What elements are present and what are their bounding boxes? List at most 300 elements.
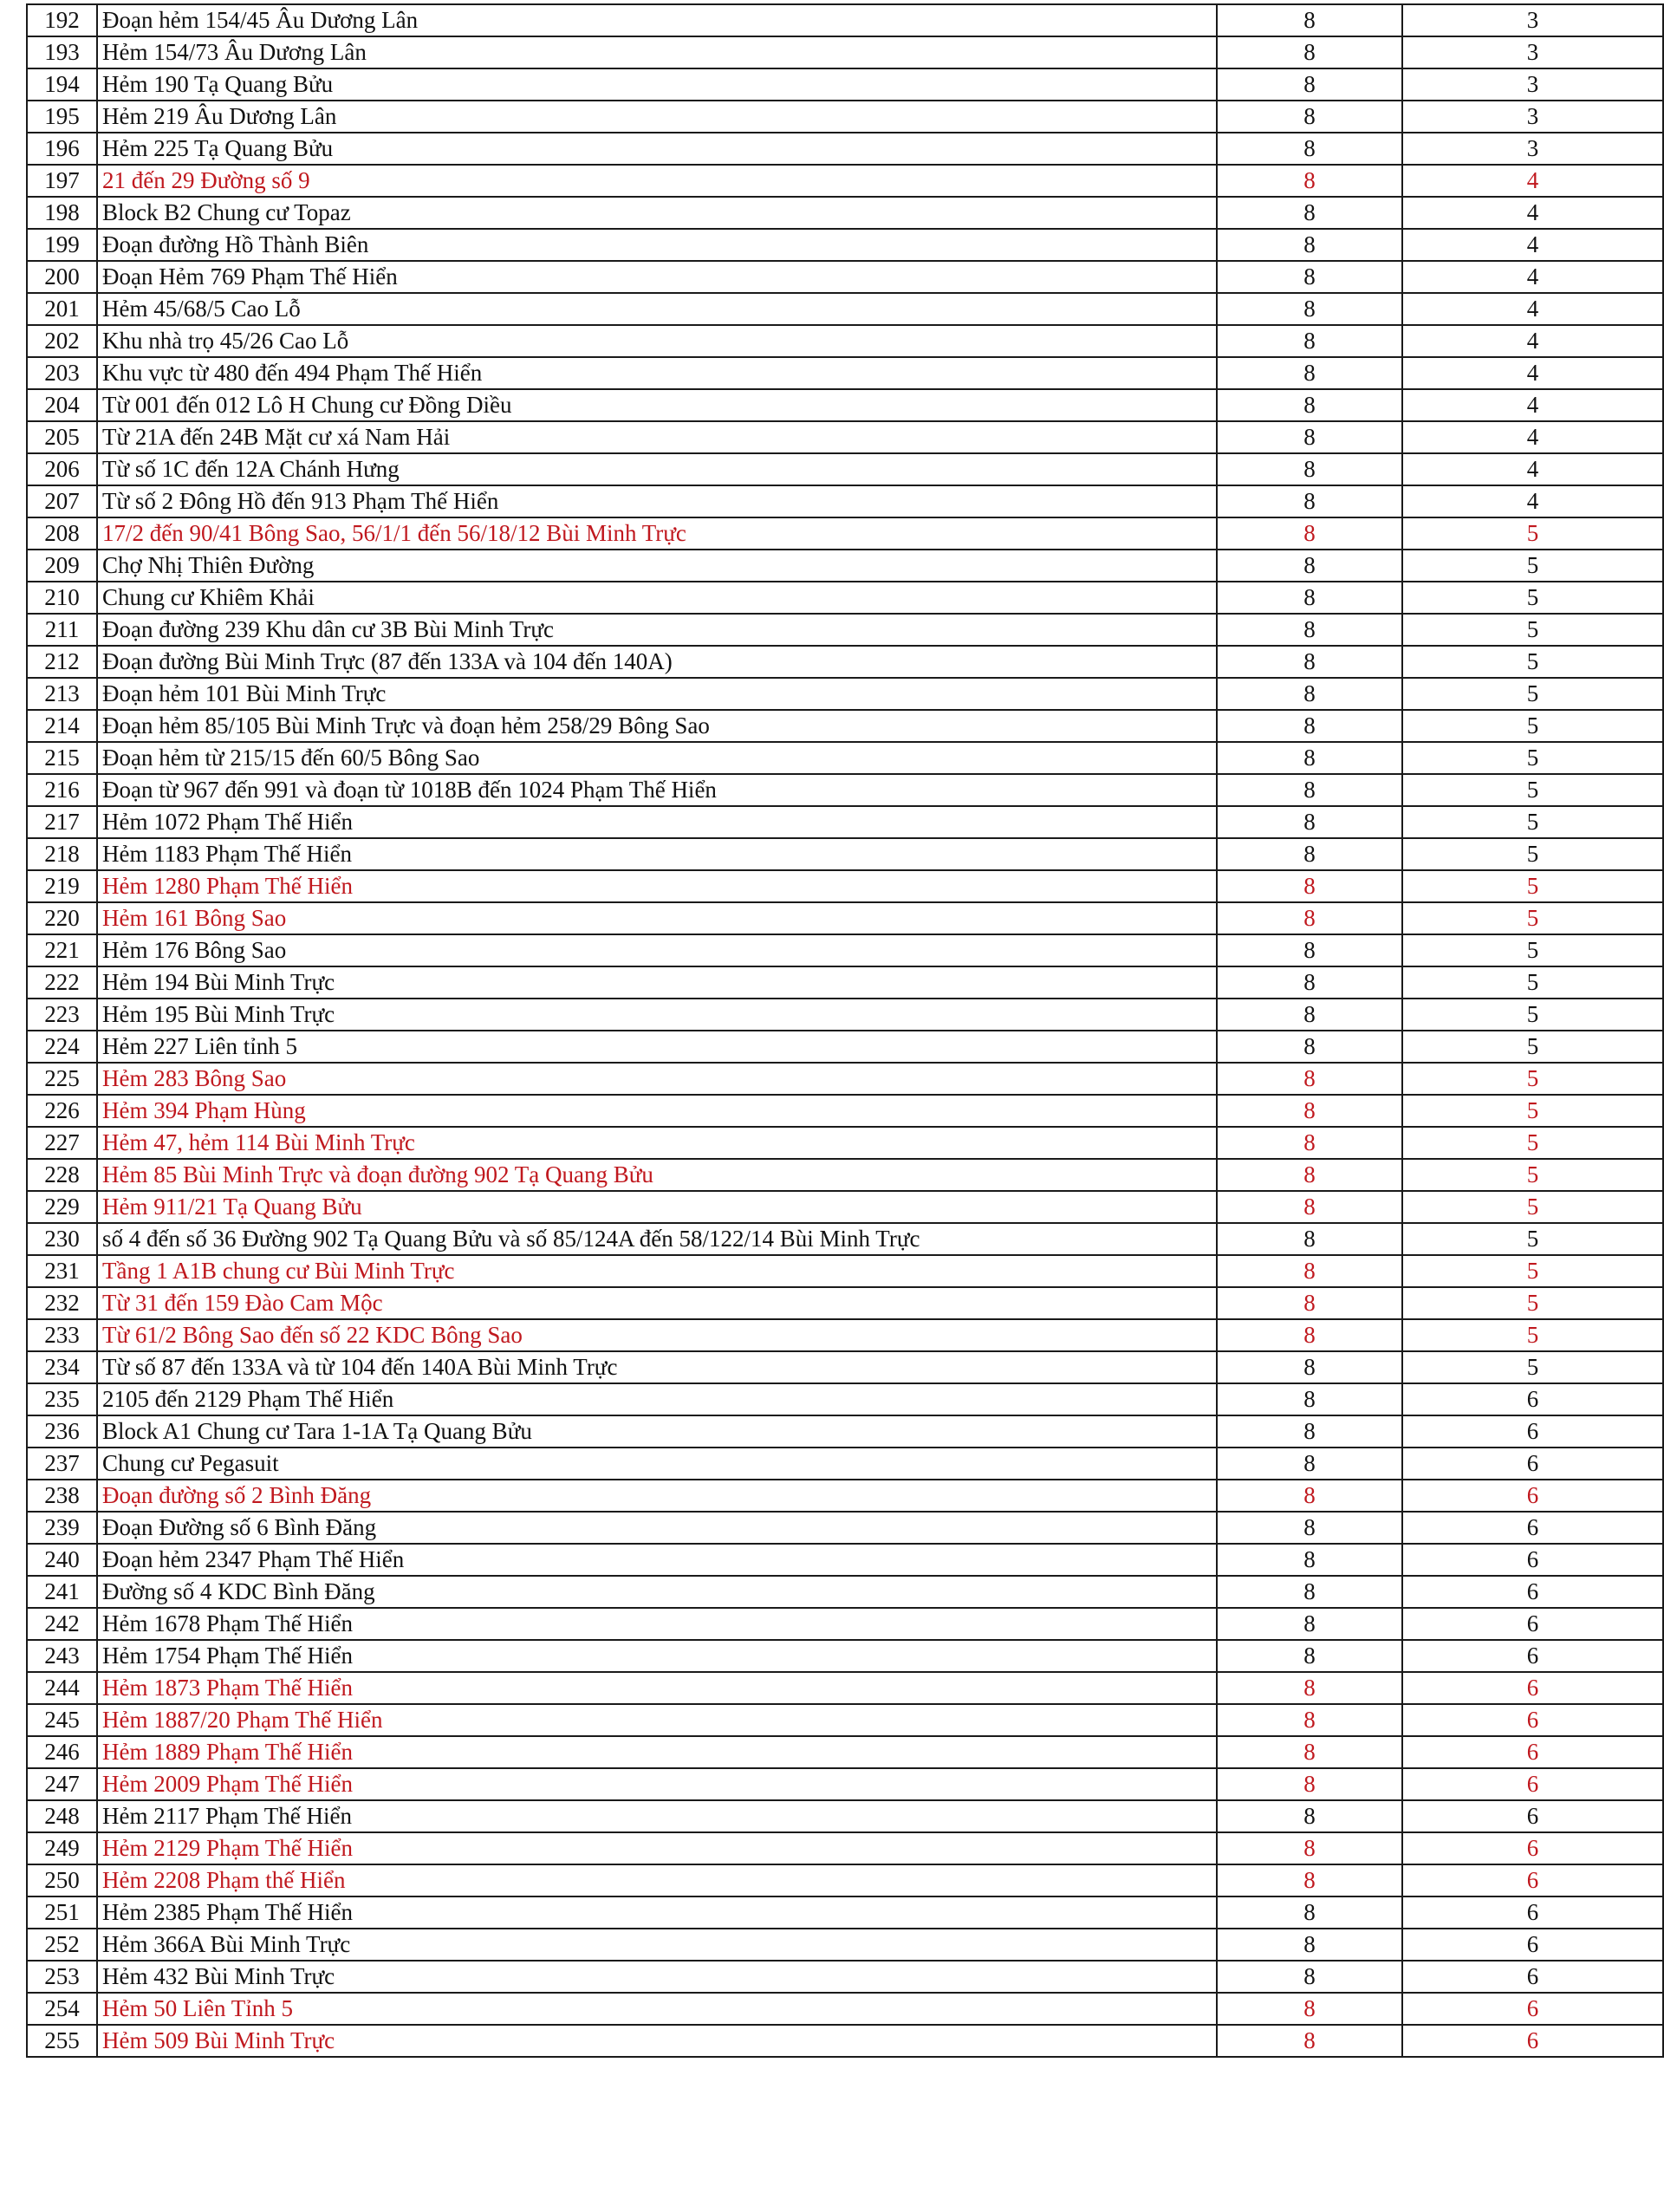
value-a-cell: 8 bbox=[1217, 197, 1402, 229]
value-b-cell: 5 bbox=[1402, 1351, 1663, 1383]
table-row bbox=[27, 1159, 1663, 1191]
location-name-cell: Hẻm 225 Tạ Quang Bửu bbox=[97, 133, 1217, 165]
table-row bbox=[27, 870, 1663, 902]
value-b-cell: 5 bbox=[1402, 902, 1663, 934]
value-b-cell: 3 bbox=[1402, 36, 1663, 68]
value-a-cell: 8 bbox=[1217, 357, 1402, 389]
table-row bbox=[27, 1127, 1663, 1159]
row-number-cell: 213 bbox=[27, 678, 97, 710]
table-row bbox=[27, 197, 1663, 229]
table-row bbox=[27, 1800, 1663, 1832]
value-b-cell: 6 bbox=[1402, 1736, 1663, 1768]
value-a-cell: 8 bbox=[1217, 1896, 1402, 1929]
location-name-cell: Hẻm 2117 Phạm Thế Hiển bbox=[97, 1800, 1217, 1832]
row-number-cell: 246 bbox=[27, 1736, 97, 1768]
table-row bbox=[27, 421, 1663, 453]
value-a-cell: 8 bbox=[1217, 1351, 1402, 1383]
table-row bbox=[27, 582, 1663, 614]
value-a-cell: 8 bbox=[1217, 261, 1402, 293]
table-row bbox=[27, 710, 1663, 742]
row-number-cell: 210 bbox=[27, 582, 97, 614]
value-a-cell: 8 bbox=[1217, 870, 1402, 902]
row-number-cell: 243 bbox=[27, 1640, 97, 1672]
row-number-cell: 192 bbox=[27, 4, 97, 36]
table-row bbox=[27, 1608, 1663, 1640]
table-row bbox=[27, 1993, 1663, 2025]
location-name-cell: Hẻm 161 Bông Sao bbox=[97, 902, 1217, 934]
value-a-cell: 8 bbox=[1217, 485, 1402, 517]
value-b-cell: 3 bbox=[1402, 133, 1663, 165]
value-b-cell: 5 bbox=[1402, 1223, 1663, 1255]
row-number-cell: 199 bbox=[27, 229, 97, 261]
value-a-cell: 8 bbox=[1217, 1127, 1402, 1159]
value-a-cell: 8 bbox=[1217, 1191, 1402, 1223]
value-b-cell: 6 bbox=[1402, 1800, 1663, 1832]
table-row bbox=[27, 838, 1663, 870]
value-b-cell: 5 bbox=[1402, 999, 1663, 1031]
table-row bbox=[27, 999, 1663, 1031]
value-a-cell: 8 bbox=[1217, 1640, 1402, 1672]
value-a-cell: 8 bbox=[1217, 1864, 1402, 1896]
value-b-cell: 5 bbox=[1402, 806, 1663, 838]
value-b-cell: 6 bbox=[1402, 1544, 1663, 1576]
value-b-cell: 5 bbox=[1402, 1127, 1663, 1159]
value-b-cell: 4 bbox=[1402, 421, 1663, 453]
value-b-cell: 5 bbox=[1402, 646, 1663, 678]
value-b-cell: 5 bbox=[1402, 1031, 1663, 1063]
value-b-cell: 4 bbox=[1402, 165, 1663, 197]
table-row bbox=[27, 1864, 1663, 1896]
row-number-cell: 250 bbox=[27, 1864, 97, 1896]
value-b-cell: 5 bbox=[1402, 678, 1663, 710]
value-a-cell: 8 bbox=[1217, 1768, 1402, 1800]
value-a-cell: 8 bbox=[1217, 1383, 1402, 1415]
value-a-cell: 8 bbox=[1217, 1576, 1402, 1608]
row-number-cell: 201 bbox=[27, 293, 97, 325]
row-number-cell: 206 bbox=[27, 453, 97, 485]
value-a-cell: 8 bbox=[1217, 1961, 1402, 1993]
location-name-cell: Block A1 Chung cư Tara 1-1A Tạ Quang Bửu bbox=[97, 1415, 1217, 1448]
value-b-cell: 6 bbox=[1402, 1832, 1663, 1864]
table-row bbox=[27, 36, 1663, 68]
row-number-cell: 232 bbox=[27, 1287, 97, 1319]
location-name-cell: Tầng 1 A1B chung cư Bùi Minh Trực bbox=[97, 1255, 1217, 1287]
value-b-cell: 6 bbox=[1402, 1448, 1663, 1480]
value-a-cell: 8 bbox=[1217, 1480, 1402, 1512]
row-number-cell: 255 bbox=[27, 2025, 97, 2057]
value-a-cell: 8 bbox=[1217, 1544, 1402, 1576]
value-b-cell: 6 bbox=[1402, 1415, 1663, 1448]
value-a-cell: 8 bbox=[1217, 614, 1402, 646]
location-name-cell: Đoạn hẻm 101 Bùi Minh Trực bbox=[97, 678, 1217, 710]
table-row bbox=[27, 1929, 1663, 1961]
table-row bbox=[27, 1095, 1663, 1127]
value-b-cell: 4 bbox=[1402, 197, 1663, 229]
row-number-cell: 226 bbox=[27, 1095, 97, 1127]
location-name-cell: Đoạn hẻm 154/45 Âu Dương Lân bbox=[97, 4, 1217, 36]
value-a-cell: 8 bbox=[1217, 550, 1402, 582]
table-row bbox=[27, 68, 1663, 101]
value-a-cell: 8 bbox=[1217, 902, 1402, 934]
location-name-cell: Hẻm 45/68/5 Cao Lỗ bbox=[97, 293, 1217, 325]
value-b-cell: 5 bbox=[1402, 1255, 1663, 1287]
value-b-cell: 5 bbox=[1402, 1095, 1663, 1127]
value-b-cell: 6 bbox=[1402, 1640, 1663, 1672]
table-row bbox=[27, 806, 1663, 838]
location-name-cell: Đoạn đường số 2 Bình Đăng bbox=[97, 1480, 1217, 1512]
value-a-cell: 8 bbox=[1217, 293, 1402, 325]
table-row bbox=[27, 1704, 1663, 1736]
value-a-cell: 8 bbox=[1217, 517, 1402, 550]
location-name-cell: Đoạn hẻm 2347 Phạm Thế Hiển bbox=[97, 1544, 1217, 1576]
value-b-cell: 6 bbox=[1402, 1576, 1663, 1608]
location-name-cell: Từ số 1C đến 12A Chánh Hưng bbox=[97, 453, 1217, 485]
row-number-cell: 208 bbox=[27, 517, 97, 550]
value-a-cell: 8 bbox=[1217, 1800, 1402, 1832]
table-row bbox=[27, 1832, 1663, 1864]
row-number-cell: 224 bbox=[27, 1031, 97, 1063]
location-name-cell: Đoạn hẻm 85/105 Bùi Minh Trực và đoạn hẻm 258/29 Bông Sao bbox=[97, 710, 1217, 742]
location-name-cell: 21 đến 29 Đường số 9 bbox=[97, 165, 1217, 197]
table-row bbox=[27, 1223, 1663, 1255]
table-row bbox=[27, 742, 1663, 774]
location-name-cell: Hẻm 366A Bùi Minh Trực bbox=[97, 1929, 1217, 1961]
table-row bbox=[27, 1544, 1663, 1576]
row-number-cell: 200 bbox=[27, 261, 97, 293]
table-row bbox=[27, 2025, 1663, 2057]
location-name-cell: Khu nhà trọ 45/26 Cao Lỗ bbox=[97, 325, 1217, 357]
value-a-cell: 8 bbox=[1217, 1223, 1402, 1255]
value-a-cell: 8 bbox=[1217, 678, 1402, 710]
location-name-cell: Hẻm 2129 Phạm Thế Hiển bbox=[97, 1832, 1217, 1864]
row-number-cell: 241 bbox=[27, 1576, 97, 1608]
table-row bbox=[27, 485, 1663, 517]
value-a-cell: 8 bbox=[1217, 1031, 1402, 1063]
value-a-cell: 8 bbox=[1217, 999, 1402, 1031]
value-a-cell: 8 bbox=[1217, 1287, 1402, 1319]
value-b-cell: 5 bbox=[1402, 1191, 1663, 1223]
location-name-cell: 17/2 đến 90/41 Bông Sao, 56/1/1 đến 56/18/12 Bùi Minh Trực bbox=[97, 517, 1217, 550]
value-b-cell: 5 bbox=[1402, 870, 1663, 902]
value-b-cell: 4 bbox=[1402, 357, 1663, 389]
location-name-cell: Hẻm 47, hẻm 114 Bùi Minh Trực bbox=[97, 1127, 1217, 1159]
value-a-cell: 8 bbox=[1217, 1159, 1402, 1191]
value-b-cell: 5 bbox=[1402, 1287, 1663, 1319]
value-b-cell: 4 bbox=[1402, 389, 1663, 421]
row-number-cell: 245 bbox=[27, 1704, 97, 1736]
value-a-cell: 8 bbox=[1217, 2025, 1402, 2057]
value-b-cell: 6 bbox=[1402, 1896, 1663, 1929]
row-number-cell: 236 bbox=[27, 1415, 97, 1448]
value-a-cell: 8 bbox=[1217, 1736, 1402, 1768]
value-a-cell: 8 bbox=[1217, 36, 1402, 68]
location-name-cell: Hẻm 2208 Phạm thế Hiển bbox=[97, 1864, 1217, 1896]
table-row bbox=[27, 1576, 1663, 1608]
value-a-cell: 8 bbox=[1217, 774, 1402, 806]
value-b-cell: 4 bbox=[1402, 293, 1663, 325]
row-number-cell: 238 bbox=[27, 1480, 97, 1512]
value-b-cell: 4 bbox=[1402, 325, 1663, 357]
table-row bbox=[27, 550, 1663, 582]
value-b-cell: 5 bbox=[1402, 934, 1663, 966]
value-b-cell: 6 bbox=[1402, 1704, 1663, 1736]
location-name-cell: Hẻm 509 Bùi Minh Trực bbox=[97, 2025, 1217, 2057]
row-number-cell: 227 bbox=[27, 1127, 97, 1159]
row-number-cell: 212 bbox=[27, 646, 97, 678]
value-a-cell: 8 bbox=[1217, 1415, 1402, 1448]
location-name-cell: Hẻm 227 Liên tỉnh 5 bbox=[97, 1031, 1217, 1063]
row-number-cell: 235 bbox=[27, 1383, 97, 1415]
value-a-cell: 8 bbox=[1217, 421, 1402, 453]
value-a-cell: 8 bbox=[1217, 934, 1402, 966]
location-name-cell: Khu vực từ 480 đến 494 Phạm Thế Hiển bbox=[97, 357, 1217, 389]
row-number-cell: 214 bbox=[27, 710, 97, 742]
location-name-cell: Hẻm 154/73 Âu Dương Lân bbox=[97, 36, 1217, 68]
table-row bbox=[27, 453, 1663, 485]
table-row bbox=[27, 389, 1663, 421]
table-row bbox=[27, 1031, 1663, 1063]
row-number-cell: 233 bbox=[27, 1319, 97, 1351]
row-number-cell: 205 bbox=[27, 421, 97, 453]
row-number-cell: 229 bbox=[27, 1191, 97, 1223]
value-a-cell: 8 bbox=[1217, 582, 1402, 614]
table-row bbox=[27, 165, 1663, 197]
location-name-cell: Hẻm 176 Bông Sao bbox=[97, 934, 1217, 966]
location-name-cell: Hẻm 911/21 Tạ Quang Bửu bbox=[97, 1191, 1217, 1223]
value-a-cell: 8 bbox=[1217, 389, 1402, 421]
table-row bbox=[27, 293, 1663, 325]
location-name-cell: Chợ Nhị Thiên Đường bbox=[97, 550, 1217, 582]
table-row bbox=[27, 1255, 1663, 1287]
value-a-cell: 8 bbox=[1217, 742, 1402, 774]
row-number-cell: 217 bbox=[27, 806, 97, 838]
row-number-cell: 220 bbox=[27, 902, 97, 934]
location-name-cell: Chung cư Pegasuit bbox=[97, 1448, 1217, 1480]
location-name-cell: Hẻm 1889 Phạm Thế Hiển bbox=[97, 1736, 1217, 1768]
row-number-cell: 215 bbox=[27, 742, 97, 774]
row-number-cell: 228 bbox=[27, 1159, 97, 1191]
row-number-cell: 242 bbox=[27, 1608, 97, 1640]
value-a-cell: 8 bbox=[1217, 806, 1402, 838]
row-number-cell: 218 bbox=[27, 838, 97, 870]
table-body bbox=[27, 4, 1663, 2057]
row-number-cell: 204 bbox=[27, 389, 97, 421]
table-row bbox=[27, 646, 1663, 678]
value-a-cell: 8 bbox=[1217, 1704, 1402, 1736]
row-number-cell: 202 bbox=[27, 325, 97, 357]
location-name-cell: Từ số 2 Đông Hồ đến 913 Phạm Thế Hiển bbox=[97, 485, 1217, 517]
row-number-cell: 231 bbox=[27, 1255, 97, 1287]
value-a-cell: 8 bbox=[1217, 1095, 1402, 1127]
value-a-cell: 8 bbox=[1217, 1929, 1402, 1961]
location-name-cell: Từ 61/2 Bông Sao đến số 22 KDC Bông Sao bbox=[97, 1319, 1217, 1351]
value-b-cell: 6 bbox=[1402, 1480, 1663, 1512]
table-row bbox=[27, 774, 1663, 806]
row-number-cell: 240 bbox=[27, 1544, 97, 1576]
value-a-cell: 8 bbox=[1217, 966, 1402, 999]
table-row bbox=[27, 1672, 1663, 1704]
location-table bbox=[26, 3, 1664, 2058]
value-b-cell: 6 bbox=[1402, 2025, 1663, 2057]
row-number-cell: 230 bbox=[27, 1223, 97, 1255]
value-b-cell: 5 bbox=[1402, 838, 1663, 870]
value-b-cell: 6 bbox=[1402, 1993, 1663, 2025]
value-b-cell: 4 bbox=[1402, 261, 1663, 293]
location-name-cell: Hẻm 1183 Phạm Thế Hiển bbox=[97, 838, 1217, 870]
value-b-cell: 5 bbox=[1402, 517, 1663, 550]
location-name-cell: Hẻm 2009 Phạm Thế Hiển bbox=[97, 1768, 1217, 1800]
location-name-cell: Hẻm 1754 Phạm Thế Hiển bbox=[97, 1640, 1217, 1672]
location-name-cell: Hẻm 1280 Phạm Thế Hiển bbox=[97, 870, 1217, 902]
row-number-cell: 216 bbox=[27, 774, 97, 806]
value-a-cell: 8 bbox=[1217, 710, 1402, 742]
value-b-cell: 6 bbox=[1402, 1961, 1663, 1993]
location-name-cell: Hẻm 283 Bông Sao bbox=[97, 1063, 1217, 1095]
value-b-cell: 5 bbox=[1402, 550, 1663, 582]
location-name-cell: Hẻm 394 Phạm Hùng bbox=[97, 1095, 1217, 1127]
row-number-cell: 196 bbox=[27, 133, 97, 165]
row-number-cell: 207 bbox=[27, 485, 97, 517]
location-name-cell: số 4 đến số 36 Đường 902 Tạ Quang Bửu và số 85/124A đến 58/122/14 Bùi Minh Trực bbox=[97, 1223, 1217, 1255]
value-b-cell: 5 bbox=[1402, 774, 1663, 806]
value-a-cell: 8 bbox=[1217, 325, 1402, 357]
table-row bbox=[27, 902, 1663, 934]
value-b-cell: 4 bbox=[1402, 453, 1663, 485]
table-row bbox=[27, 261, 1663, 293]
row-number-cell: 237 bbox=[27, 1448, 97, 1480]
table-row bbox=[27, 1961, 1663, 1993]
value-b-cell: 5 bbox=[1402, 614, 1663, 646]
table-row bbox=[27, 1896, 1663, 1929]
value-b-cell: 6 bbox=[1402, 1608, 1663, 1640]
table-row bbox=[27, 1383, 1663, 1415]
value-b-cell: 6 bbox=[1402, 1672, 1663, 1704]
value-a-cell: 8 bbox=[1217, 1672, 1402, 1704]
table-row bbox=[27, 1448, 1663, 1480]
table-row bbox=[27, 1768, 1663, 1800]
value-b-cell: 5 bbox=[1402, 582, 1663, 614]
value-a-cell: 8 bbox=[1217, 1993, 1402, 2025]
location-name-cell: Từ 21A đến 24B Mặt cư xá Nam Hải bbox=[97, 421, 1217, 453]
table-row bbox=[27, 678, 1663, 710]
value-a-cell: 8 bbox=[1217, 1255, 1402, 1287]
row-number-cell: 252 bbox=[27, 1929, 97, 1961]
row-number-cell: 222 bbox=[27, 966, 97, 999]
table-row bbox=[27, 325, 1663, 357]
table-row bbox=[27, 133, 1663, 165]
location-name-cell: Hẻm 50 Liên Tỉnh 5 bbox=[97, 1993, 1217, 2025]
value-a-cell: 8 bbox=[1217, 1832, 1402, 1864]
value-b-cell: 6 bbox=[1402, 1383, 1663, 1415]
location-name-cell: Đoạn hẻm từ 215/15 đến 60/5 Bông Sao bbox=[97, 742, 1217, 774]
value-b-cell: 5 bbox=[1402, 1063, 1663, 1095]
row-number-cell: 249 bbox=[27, 1832, 97, 1864]
table-row bbox=[27, 357, 1663, 389]
value-a-cell: 8 bbox=[1217, 1448, 1402, 1480]
location-name-cell: Đoạn Hẻm 769 Phạm Thế Hiển bbox=[97, 261, 1217, 293]
table-row bbox=[27, 1736, 1663, 1768]
value-a-cell: 8 bbox=[1217, 101, 1402, 133]
table-row bbox=[27, 614, 1663, 646]
location-name-cell: Hẻm 194 Bùi Minh Trực bbox=[97, 966, 1217, 999]
row-number-cell: 209 bbox=[27, 550, 97, 582]
table-row bbox=[27, 966, 1663, 999]
location-name-cell: Từ số 87 đến 133A và từ 104 đến 140A Bùi Minh Trực bbox=[97, 1351, 1217, 1383]
table-row bbox=[27, 1480, 1663, 1512]
location-name-cell: Hẻm 432 Bùi Minh Trực bbox=[97, 1961, 1217, 1993]
row-number-cell: 244 bbox=[27, 1672, 97, 1704]
location-name-cell: Từ 31 đến 159 Đào Cam Mộc bbox=[97, 1287, 1217, 1319]
value-b-cell: 5 bbox=[1402, 1159, 1663, 1191]
row-number-cell: 197 bbox=[27, 165, 97, 197]
table-row bbox=[27, 517, 1663, 550]
row-number-cell: 248 bbox=[27, 1800, 97, 1832]
row-number-cell: 198 bbox=[27, 197, 97, 229]
value-b-cell: 4 bbox=[1402, 485, 1663, 517]
table-row bbox=[27, 229, 1663, 261]
row-number-cell: 221 bbox=[27, 934, 97, 966]
value-a-cell: 8 bbox=[1217, 453, 1402, 485]
value-b-cell: 3 bbox=[1402, 68, 1663, 101]
value-a-cell: 8 bbox=[1217, 646, 1402, 678]
row-number-cell: 254 bbox=[27, 1993, 97, 2025]
value-b-cell: 6 bbox=[1402, 1768, 1663, 1800]
value-b-cell: 5 bbox=[1402, 1319, 1663, 1351]
table-row bbox=[27, 934, 1663, 966]
row-number-cell: 239 bbox=[27, 1512, 97, 1544]
row-number-cell: 195 bbox=[27, 101, 97, 133]
location-name-cell: Hẻm 219 Âu Dương Lân bbox=[97, 101, 1217, 133]
location-name-cell: Hẻm 1072 Phạm Thế Hiển bbox=[97, 806, 1217, 838]
table-row bbox=[27, 1640, 1663, 1672]
location-name-cell: Hẻm 1873 Phạm Thế Hiển bbox=[97, 1672, 1217, 1704]
table-row bbox=[27, 1351, 1663, 1383]
row-number-cell: 223 bbox=[27, 999, 97, 1031]
location-name-cell: Hẻm 190 Tạ Quang Bửu bbox=[97, 68, 1217, 101]
location-name-cell: 2105 đến 2129 Phạm Thế Hiển bbox=[97, 1383, 1217, 1415]
table-row bbox=[27, 1415, 1663, 1448]
value-a-cell: 8 bbox=[1217, 4, 1402, 36]
value-a-cell: 8 bbox=[1217, 1063, 1402, 1095]
table-row bbox=[27, 1063, 1663, 1095]
value-a-cell: 8 bbox=[1217, 838, 1402, 870]
location-name-cell: Đoạn đường Hồ Thành Biên bbox=[97, 229, 1217, 261]
value-b-cell: 6 bbox=[1402, 1929, 1663, 1961]
table-row bbox=[27, 4, 1663, 36]
location-name-cell: Chung cư Khiêm Khải bbox=[97, 582, 1217, 614]
table-row bbox=[27, 1191, 1663, 1223]
row-number-cell: 194 bbox=[27, 68, 97, 101]
value-b-cell: 5 bbox=[1402, 742, 1663, 774]
row-number-cell: 234 bbox=[27, 1351, 97, 1383]
location-name-cell: Block B2 Chung cư Topaz bbox=[97, 197, 1217, 229]
value-b-cell: 6 bbox=[1402, 1864, 1663, 1896]
location-name-cell: Hẻm 195 Bùi Minh Trực bbox=[97, 999, 1217, 1031]
row-number-cell: 193 bbox=[27, 36, 97, 68]
row-number-cell: 253 bbox=[27, 1961, 97, 1993]
location-name-cell: Từ 001 đến 012 Lô H Chung cư Đồng Diều bbox=[97, 389, 1217, 421]
location-name-cell: Đường số 4 KDC Bình Đăng bbox=[97, 1576, 1217, 1608]
row-number-cell: 251 bbox=[27, 1896, 97, 1929]
value-b-cell: 6 bbox=[1402, 1512, 1663, 1544]
table-row bbox=[27, 1319, 1663, 1351]
value-a-cell: 8 bbox=[1217, 133, 1402, 165]
location-name-cell: Đoạn từ 967 đến 991 và đoạn từ 1018B đến 1024 Phạm Thế Hiển bbox=[97, 774, 1217, 806]
value-a-cell: 8 bbox=[1217, 1319, 1402, 1351]
location-name-cell: Hẻm 1887/20 Phạm Thế Hiển bbox=[97, 1704, 1217, 1736]
location-name-cell: Hẻm 1678 Phạm Thế Hiển bbox=[97, 1608, 1217, 1640]
value-b-cell: 3 bbox=[1402, 4, 1663, 36]
